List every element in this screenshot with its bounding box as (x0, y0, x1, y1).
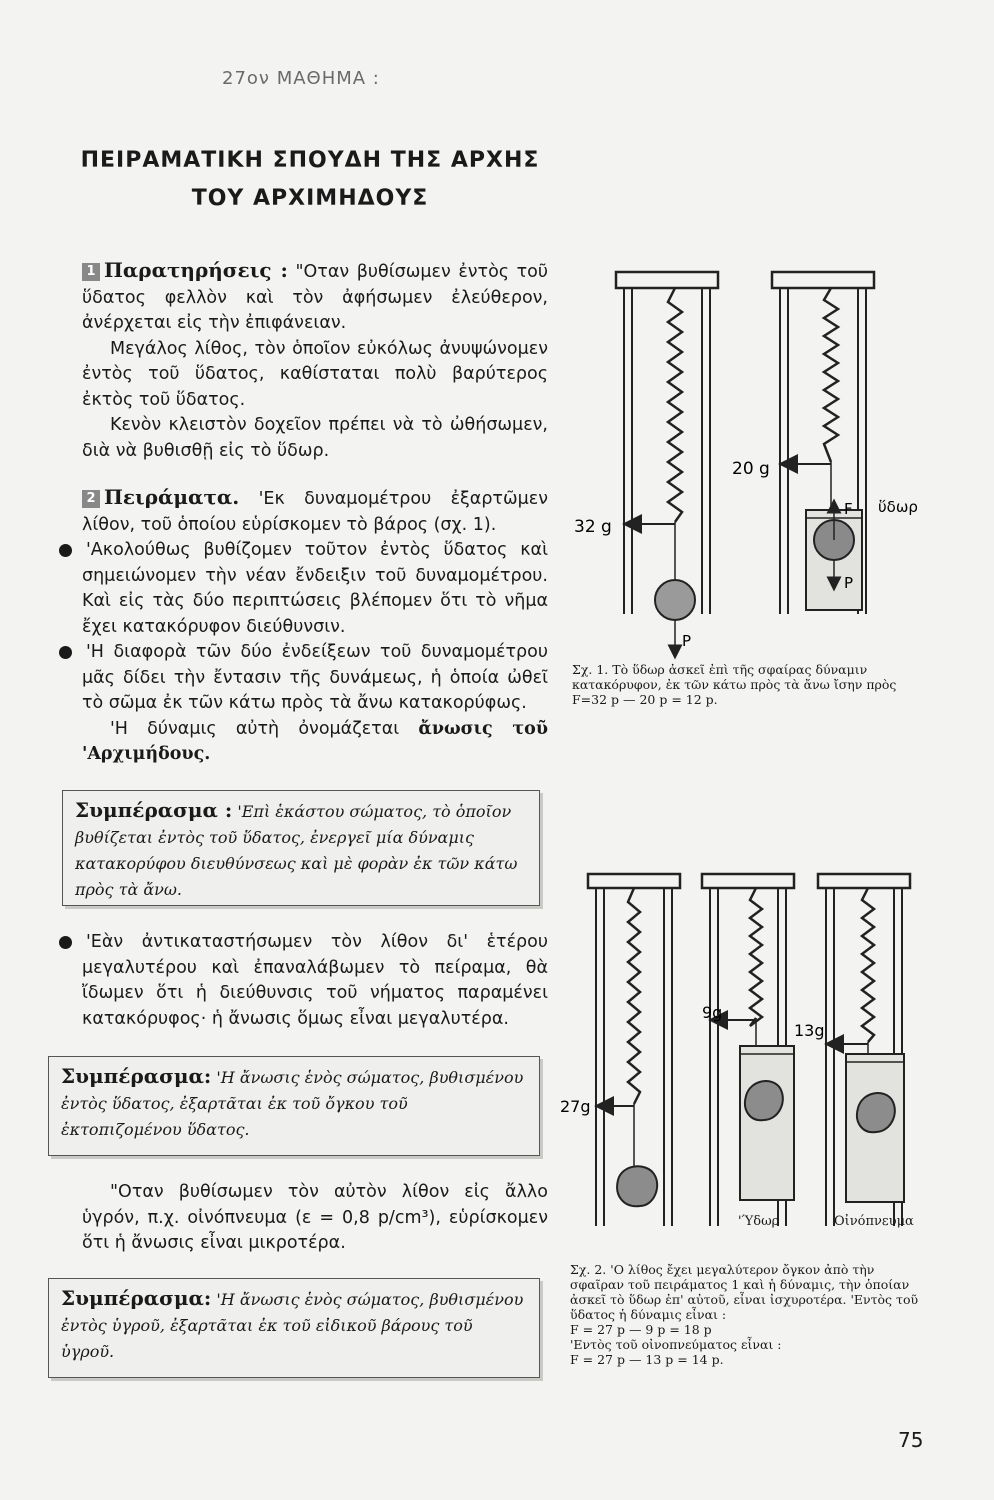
figure-2-caption (570, 1262, 920, 1367)
label-20g: 20 g (732, 459, 770, 479)
section-marker-1: 1 (82, 263, 100, 281)
stone-3 (857, 1093, 895, 1132)
spring-5 (862, 888, 874, 1042)
figure-1-dynamometers (560, 262, 960, 672)
dynamometer-4 (702, 874, 794, 1226)
label-alcohol: Οἰνόπνευμα (834, 1214, 914, 1229)
label-water-1: ὕδωρ (878, 498, 918, 516)
label-13g: 13g (794, 1021, 825, 1040)
bullet-dot (59, 544, 72, 557)
conclusion-box-1 (62, 790, 540, 906)
section-observations (82, 258, 548, 464)
label-P-2: P (844, 574, 854, 592)
experiments-text-1: 'Εκ δυναμομέτρου ἐξαρτῶμεν λίθον, τοῦ ὁποίου εὑρίσκομεν τὸ βάρος (σχ. 1). (82, 489, 548, 535)
section-marker-2: 2 (82, 490, 100, 508)
buoyancy-name-text: 'Η δύναμις αὐτὴ ὀνομάζεται (110, 718, 419, 739)
larger-stone-text: 'Εὰν ἀντικαταστήσωμεν τὸν λίθον δι' ἑτέρου μεγαλυτέρου καὶ ἐπαναλάβωμεν τὸ πείραμα, θὰ ἴδωμεν ὅτι ἡ διεύθυνσις τοῦ νήματος παραμένει κατακόρυφος· ἡ ἄνωσις ὅμως εἶναι μεγαλυτέρα. (82, 932, 548, 1029)
buoyancy-term: ἄνωσις τοῦ 'Αρχιμήδους. (82, 718, 548, 764)
spring-4 (750, 888, 762, 1026)
larger-stone-paragraph (82, 930, 548, 1032)
observations-text-2: Μεγάλος λίθος, τὸν ὁποῖον εὐκόλως ἀνυψώνομεν ἐντὸς τοῦ ὕδατος, καθίσταται πολὺ βαρύτερος ἐκτὸς τοῦ ὕδατος. (82, 338, 548, 410)
label-water-2: 'Ύδωρ (738, 1214, 780, 1229)
page-title-line-1: ΠΕΙΡΑΜΑΤΙΚΗ ΣΠΟΥΔΗ ΤΗΣ ΑΡΧΗΣ (80, 148, 540, 173)
spring-3 (628, 888, 640, 1104)
section-experiments (82, 485, 548, 768)
conclusion-text-3: 'Η ἄνωσις ἑνὸς σώματος, βυθισμένου ἐντὸς ὑγροῦ, ἐξαρτᾶται ἐκ τοῦ εἰδικοῦ βάρους τοῦ ὑγροῦ. (61, 1290, 524, 1361)
label-P-1: P (682, 632, 692, 650)
label-32g: 32 g (574, 517, 612, 537)
experiments-heading: Πειράματα. (104, 485, 240, 509)
spring-2 (824, 288, 838, 462)
figure-2-caption-line-1: Σχ. 2. 'Ο λίθος ἔχει μεγαλύτερον ὄγκον ἀπὸ τὴν σφαῖραν τοῦ πειράματος 1 καὶ ἡ δύναμις, τὴν ὁποίαν ἀσκεῖ τὸ ὕδωρ ἐπ' αὐτοῦ, εἶναι ἰσχυροτέρα. 'Εντὸς τοῦ ὕδατος ἡ δύναμις εἶναι : (570, 1262, 919, 1322)
bullet-dot (59, 936, 72, 949)
figure-2-dynamometers (546, 866, 956, 1236)
sphere-1 (655, 580, 695, 620)
conclusion-text-1: 'Επὶ ἑκάστου σώματος, τὸ ὁποῖον βυθίζεται ἐντὸς τοῦ ὕδατος, ἐνεργεῖ μία δύναμις κατακορύφου διευθύνσεως καὶ μὲ φορὰν ἐκ τῶν κάτω πρὸς τὰ ἄνω. (75, 802, 518, 899)
conclusion-label-2: Συμπέρασμα: (61, 1064, 212, 1088)
dynamometer-5 (818, 874, 910, 1226)
label-9g: 9g (702, 1003, 723, 1022)
lesson-header: 27ον ΜΑΘΗΜΑ : (222, 68, 380, 89)
conclusion-label-1: Συμπέρασμα : (75, 798, 233, 822)
observations-heading: Παρατηρήσεις : (104, 258, 288, 282)
spring-1 (668, 288, 682, 522)
observations-text-1: "Οταν βυθίσωμεν ἐντὸς τοῦ ὕδατος φελλὸν καὶ τὸν ἀφήσωμεν ἐλεύθερον, ἀνέρχεται εἰς τὴν ἐπιφάνειαν. (82, 262, 548, 333)
page-number: 75 (898, 1428, 924, 1452)
stone-2 (745, 1081, 783, 1120)
page-title-line-2: ΤΟΥ ΑΡΧΙΜΗΔΟΥΣ (191, 186, 429, 211)
figure-2-caption-line-3: 'Εντὸς τοῦ οἰνοπνεύματος εἶναι : (570, 1337, 782, 1352)
conclusion-box-3 (48, 1278, 540, 1378)
conclusion-box-2 (48, 1056, 540, 1156)
water-beaker-2 (740, 1046, 794, 1200)
label-F: F (844, 500, 853, 518)
figure-2-caption-line-4: F = 27 p — 13 p = 14 p. (570, 1352, 724, 1367)
alcohol-paragraph (82, 1180, 548, 1257)
alcohol-text: "Οταν βυθίσωμεν τὸν αὐτὸν λίθον εἰς ἄλλο ὑγρόν, π.χ. οἰνόπνευμα (ε = 0,8 p/cm³), εὑρίσκομεν ὅτι ἡ ἄνωσις εἶναι μικροτέρα. (82, 1182, 548, 1253)
figure-2-caption-line-2: F = 27 p — 9 p = 18 p (570, 1322, 712, 1337)
figure-1-caption: Σχ. 1. Τὸ ὕδωρ ἀσκεῖ ἐπὶ τῆς σφαίρας δύναμιν κατακόρυφον, ἐκ τῶν κάτω πρὸς τὰ ἄνω ἴσην πρὸς F=32 p — 20 p = 12 p. (572, 662, 897, 707)
experiments-bullet-1: 'Ακολούθως βυθίζομεν τοῦτον ἐντὸς ὕδατος καὶ σημειώνομεν τὴν νέαν ἔνδειξιν τοῦ δυναμομέτρου. Καὶ εἰς τὰς δύο περιπτώσεις βλέπομεν ὅτι τὸ νῆμα ἔχει κατακόρυφον διεύθυνσιν. (82, 540, 548, 637)
label-27g: 27g (560, 1097, 591, 1116)
dynamometer-1 (616, 272, 718, 652)
bullet-dot (59, 646, 72, 659)
observations-text-3: Κενὸν κλειστὸν δοχεῖον πρέπει νὰ τὸ ὠθήσωμεν, διὰ νὰ βυθισθῇ εἰς τὸ ὕδωρ. (82, 415, 548, 461)
dynamometer-3 (588, 874, 680, 1226)
conclusion-text-2: 'Η ἄνωσις ἑνὸς σώματος, βυθισμένου ἐντὸς ὕδατος, ἐξαρτᾶται ἐκ τοῦ ὄγκου τοῦ ἐκτοπιζομένου ὕδατος. (61, 1068, 524, 1139)
stone-1 (617, 1166, 657, 1206)
conclusion-label-3: Συμπέρασμα: (61, 1286, 212, 1310)
dynamometer-2 (772, 272, 874, 614)
experiments-bullet-2: 'Η διαφορὰ τῶν δύο ἐνδείξεων τοῦ δυναμομέτρου μᾶς δίδει τὴν ἔντασιν τῆς δυνάμεως, ἡ ὁποία ὠθεῖ τὸ σῶμα ἐκ τῶν κάτω πρὸς τὰ ἄνω κατακορύφως. (82, 642, 548, 713)
